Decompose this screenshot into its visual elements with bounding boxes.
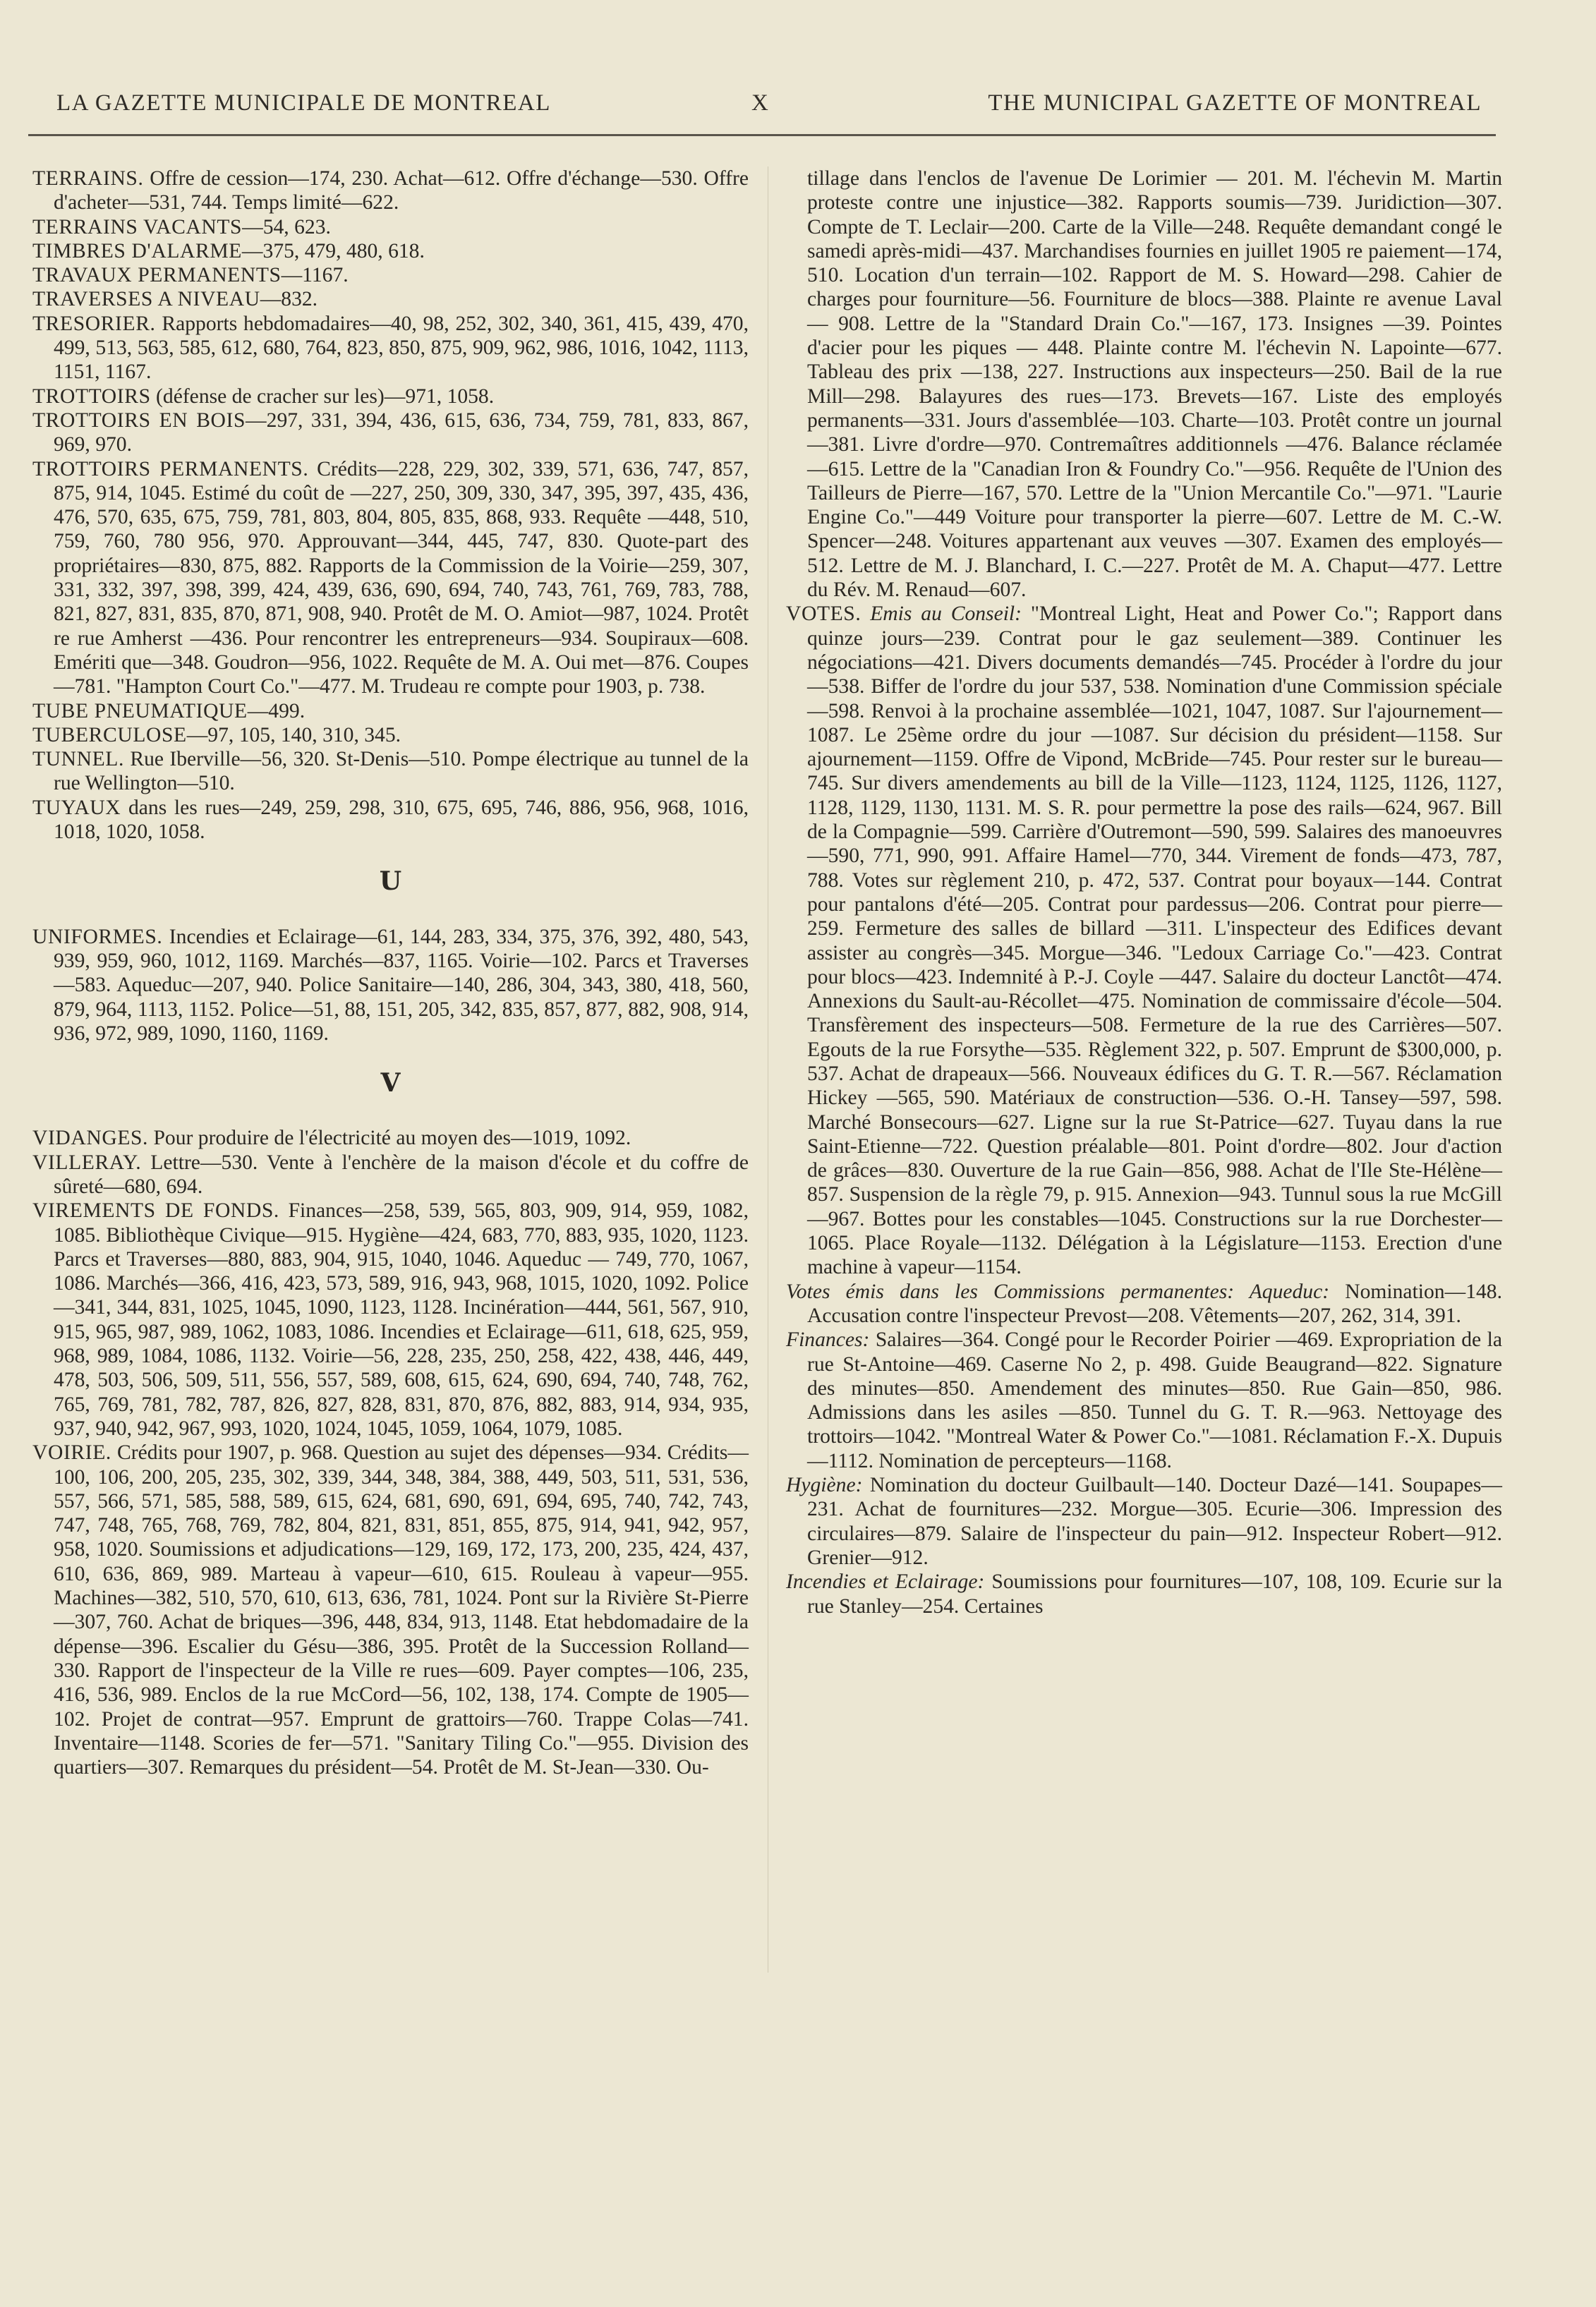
section-letter-v: V <box>380 1068 401 1098</box>
entry-text: Lettre—530. Vente à l'enchère de la maison d'école et du coffre de sûreté—680, 694. <box>54 1151 749 1198</box>
entry-text: "Montreal Light, Heat and Power Co."; Rapport dans quinze jours—239. Contrat pour le gaz seulement—389. Continuer les négociations—421. Divers documents demandés—745. Procéder à l'ordre du jour—538. Biffer de l'ordre du jour 537, 538. Nomination d'une Commission spéciale—598. Renvoi à la prochaine assemblée—1021, 1047, 1087. Sur l'ajournement—1087. Le 25ème ordre du jour —1087. Sur décision du président—1158. Sur ajournement—1159. Offre de Vipond, McBride—745. Pour rester sur le bureau—745. Sur divers amendements au bill de la Ville—1123, 1124, 1125, 1126, 1127, 1128, 1129, 1130, 1131. M. S. R. pour permettre la pose des rails—624, 967. Bill de la Compagnie—599. Carrière d'Outremont—590, 599. Salaires des manoeuvres—590, 771, 990, 991. Affaire Hamel—770, 344. Virement de fonds—473, 787, 788. Votes sur règlement 210, p. 472, 537. Contrat pour boyaux—144. Contrat pour pantalons d'été—205. Contrat pour pardessus—206. Contrat pour pierre—259. Fermeture des salles de billard —311. L'inspecteur des Edifices devant assister au congrès—345. Morgue—346. "Ledoux Carriage Co."—423. Contrat pour blocs—423. Indemnité à P.-J. Coyle —447. Salaire du docteur Lanctôt—474. Annexions du Sault-au-Récollet—475. Nomination de commissaire d'école—504. Transfèrement des inspecteurs—508. Fermeture de la rue des Carrières—507. Egouts de la rue Forsythe—535. Règlement 322, p. 507. Emprunt de $300,000, p. 537. Achat de drapeaux—566. Nouveaux édifices du G. T. R.—567. Réclamation Hickey —565, 590. Matériaux de construction—536. O.-H. Tansey—597, 598. Marché Bonsecours—627. Ligne sur la rue St-Patrice—627. Tuyau dans la rue Saint-Etienne—722. Question préalable—801. Point d'ordre—802. Jour d'action de grâces—830. Ouverture de la rue Gain—856, 988. Achat de l'Ile Ste-Hélène—857. Suspension de la règle 79, p. 915. Annexion—943. Tunnul sous la rue McGill—967. Bottes pour les constables—1045. Constructions sur la rue Dorchester—1065. Place Royale—1132. Délégation à la Législature—1153. Erection d'une machine à vapeur—1154. <box>807 603 1503 1279</box>
entry-key: TERRAINS. <box>32 167 144 190</box>
commission-entry <box>786 1328 1502 1473</box>
entry-text: Nomination du docteur Guilbault—140. Docteur Dazé—141. Soupapes—231. Achat de fournitures—232. Morgue—305. Ecurie—306. Impression des circulaires—879. Salaire de l'inspecteur du pain—912. Inspecteur Robert—912. Grenier—912. <box>807 1474 1502 1569</box>
entry-key: TRAVAUX PERMANENTS <box>32 264 282 287</box>
entry-text: —499. <box>247 699 306 722</box>
index-entry <box>32 1199 749 1441</box>
index-entry <box>32 166 749 215</box>
entry-text: Rue Iberville—56, 320. St-Denis—510. Pompe électrique au tunnel de la rue Wellington—510. <box>54 748 749 795</box>
header-rule <box>28 134 1496 136</box>
votes-entry <box>786 602 1502 1279</box>
header-french-title: LA GAZETTE MUNICIPALE DE MONTREAL <box>56 90 551 116</box>
index-entry <box>32 796 749 844</box>
entry-key: VIREMENTS DE FONDS. <box>32 1199 279 1223</box>
entry-text: —375, 479, 480, 618. <box>241 239 425 262</box>
entry-subheading: Votes émis dans les Commissions permanentes: <box>786 1280 1235 1303</box>
entry-key: TUNNEL. <box>32 748 124 771</box>
index-entry <box>32 312 749 384</box>
entry-text: Offre de cession—174, 230. Achat—612. Offre d'échange—530. Offre d'acheter—531, 744. Temps limité—622. <box>54 167 749 214</box>
entry-key: TIMBRES D'ALARME <box>32 239 242 262</box>
entry-text: Crédits pour 1907, p. 968. Question au sujet des dépenses—934. Crédits—100, 106, 200, 205, 235, 302, 339, 344, 348, 384, 388, 449, 503, 511, 531, 536, 557, 566, 571, 585, 588, 589, 615, 624, 681, 690, 691, 694, 695, 740, 742, 743, 747, 748, 765, 768, 769, 782, 804, 821, 831, 851, 855, 875, 914, 941, 942, 957, 958, 1020. Soumissions et adjudications—129, 169, 172, 173, 200, 235, 424, 437, 610, 636, 869, 989. Marteau à vapeur—610, 615. Rouleau à vapeur—955. Machines—382, 510, 570, 610, 613, 636, 781, 1024. Pont sur la Rivière St-Pierre—307, 760. Achat de briques—396, 448, 834, 913, 1148. Etat hebdomadaire de la dépense—396. Escalier du Gésu—386, 395. Protêt de la Succession Rolland—330. Rapport de l'inspecteur de la Ville re rues—609. Payer comptes—106, 235, 416, 536, 989. Enclos de la rue McCord—56, 102, 138, 174. Compte de 1905—102. Projet de contrat—957. Emprunt de grattoirs—760. Trappe Colas—741. Inventaire—1148. Scories de fer—571. "Sanitary Tiling Co."—955. Division des quartiers—307. Remarques du président—54. Protêt de M. St-Jean—330. Ou- <box>54 1441 749 1779</box>
section-t <box>32 166 749 844</box>
left-column <box>32 166 749 1779</box>
section-letter-u: U <box>379 866 402 897</box>
header-english-title: THE MUNICIPAL GAZETTE OF MONTREAL <box>988 90 1482 116</box>
index-entry <box>32 287 749 311</box>
entry-key: TROTTOIRS PERMANENTS. <box>32 457 309 480</box>
commission-entry <box>786 1570 1502 1618</box>
entry-subheading: Emis au Conseil: <box>861 603 1022 626</box>
entry-text: Soumissions pour fournitures—107, 108, 109. Ecurie sur la rue Stanley—254. Certaines <box>807 1570 1502 1618</box>
entry-key: VOIRIE. <box>32 1441 111 1465</box>
index-entry <box>32 1441 749 1779</box>
entry-key: VILLERAY. <box>32 1151 142 1174</box>
entry-key: VIDANGES. <box>32 1127 149 1150</box>
commission-votes <box>786 1280 1502 1618</box>
commission-entry <box>786 1280 1502 1328</box>
entry-key: TUBE PNEUMATIQUE <box>32 699 248 722</box>
entry-text: —1167. <box>281 264 349 287</box>
index-entry <box>32 747 749 796</box>
entry-text: Incendies et Eclairage—61, 144, 283, 334, 375, 376, 392, 480, 543, 939, 959, 960, 1012, 1169. Marchés—837, 1165. Voirie—102. Parcs et Traverses—583. Aqueduc—207, 940. Police Sanitaire—140, 286, 304, 343, 380, 418, 560, 879, 964, 1113, 1152. Police—51, 88, 151, 205, 342, 835, 857, 877, 882, 908, 914, 936, 972, 989, 1090, 1160, 1169. <box>54 925 749 1045</box>
entry-text: Salaires—364. Congé pour le Recorder Poirier —469. Expropriation de la rue St-Antoine—469. Caserne No 2, p. 498. Guide Beaugrand—822. Signature des minutes—850. Amendement des minutes—850. Rue Gain—850, 986. Admissions dans les asiles —850. Tunnel du G. T. R.—963. Nettoyage des trottoirs—1042. "Montreal Water & Power Co."—1081. Réclamation F.-X. Dupuis—1112. Nomination de percepteurs—1168. <box>807 1328 1502 1472</box>
entry-key: UNIFORMES. <box>32 925 163 948</box>
entry-key: TERRAINS VACANTS <box>32 215 243 238</box>
section-u <box>32 925 749 1046</box>
entry-key: TROTTOIRS <box>32 384 151 408</box>
entry-text: dans les rues—249, 259, 298, 310, 675, 695, 746, 886, 956, 968, 1016, 1018, 1020, 1058. <box>54 796 749 844</box>
entry-text: (défense de cracher sur les)—971, 1058. <box>150 384 495 408</box>
index-entry <box>32 457 749 699</box>
entry-key: TRAVERSES A NIVEAU <box>32 288 260 311</box>
page-header <box>56 90 1482 126</box>
entry-key: TUBERCULOSE <box>32 723 187 746</box>
index-entry <box>32 263 749 287</box>
entry-key: TRESORIER. <box>32 312 156 335</box>
entry-text: Rapports hebdomadaires—40, 98, 252, 302, 340, 361, 415, 439, 470, 499, 513, 563, 585, 612, 680, 764, 823, 850, 875, 909, 962, 986, 1016, 1042, 1113, 1151, 1167. <box>54 312 749 384</box>
entry-subheading: Incendies et Eclairage: <box>786 1570 985 1594</box>
entry-key: TUYAUX <box>32 796 121 819</box>
entry-subheading: Hygiène: <box>786 1474 863 1497</box>
entry-key: TROTTOIRS EN BOIS <box>32 408 246 432</box>
index-entry <box>32 1126 749 1150</box>
right-column <box>786 166 1502 1618</box>
index-entry <box>32 215 749 239</box>
entry-text: —832. <box>260 288 318 311</box>
entry-text: —97, 105, 140, 310, 345. <box>186 723 401 746</box>
entry-text: —297, 331, 394, 436, 615, 636, 734, 759, 781, 833, 867, 969, 970. <box>54 408 749 456</box>
entry-text: Crédits—228, 229, 302, 339, 571, 636, 747, 857, 875, 914, 1045. Estimé du coût de —227, 250, 309, 330, 347, 395, 397, 435, 436, 476, 570, 635, 675, 759, 781, 803, 804, 805, 835, 868, 933. Requête —448, 510, 759, 760, 780 956, 970. Approuvant—344, 445, 747, 830. Quote-part des propriétaires—830, 875, 882. Rapports de la Commission de la Voirie—259, 307, 331, 332, 397, 398, 399, 424, 439, 636, 690, 694, 740, 743, 761, 769, 783, 788, 821, 827, 831, 835, 870, 871, 908, 940. Protêt de M. O. Amiot—987, 1024. Protêt re rue Amherst —436. Pour rencontrer les entrepreneurs—934. Soupiraux—608. Emériti que—348. Goudron—956, 1022. Requête de M. A. Oui met—876. Coupes—781. "Hampton Court Co."—477. M. Trudeau re compte pour 1903, p. 738. <box>54 457 749 698</box>
page-number: X <box>751 90 770 116</box>
entry-text: —54, 623. <box>242 215 331 238</box>
index-entry <box>32 384 749 408</box>
index-entry <box>32 408 749 457</box>
entry-text: Nomination—148. Accusation contre l'inspecteur Prevost—208. Vêtements—207, 262, 314, 391. <box>807 1280 1502 1327</box>
entry-text: Pour produire de l'électricité au moyen des—1019, 1092. <box>148 1127 631 1150</box>
index-entry <box>32 925 749 1046</box>
entry-subheading: Aqueduc: <box>1234 1280 1330 1303</box>
commission-entry <box>786 1473 1502 1570</box>
section-v <box>32 1126 749 1779</box>
index-entry <box>32 699 749 723</box>
voirie-continuation: tillage dans l'enclos de l'avenue De Lorimier — 201. M. l'échevin M. Martin proteste contre une injustice—382. Rapports soumis—739. Juridiction—307. Compte de T. Leclair—200. Carte de la Ville—248. Requête demandant congé le samedi après-midi—437. Marchandises fournies en juillet 1905 re paiement—174, 510. Location d'un terrain—102. Rapport de M. S. Howard—298. Cahier de charges pour fourniture—56. Fourniture de blocs—388. Plainte re avenue Laval — 908. Lettre de la "Standard Drain Co."—167, 173. Insignes —39. Pointes d'acier pour les piques — 448. Plainte contre M. l'échevin N. Lapointe—677. Tableau des prix —138, 227. Instructions aux inspecteurs—250. Bail de la rue Mill—298. Balayures des rues—173. Brevets—167. Liste des employés permanents—331. Jours d'assemblée—103. Charte—103. Protêt contre un journal —381. Livre d'ordre—970. Contremaîtres additionnels —476. Balance réclamée—615. Lettre de la "Canadian Iron & Foundry Co."—956. Requête de l'Union des Tailleurs de Pierre—167, 570. Lettre de la "Union Mercantile Co."—971. "Laurie Engine Co."—449 Voiture pour transporter la pierre—607. Lettre de M. C.-W. Spencer—248. Voitures appartenant aux veuves —307. Examen des employés—512. Lettre de M. J. Blanchard, I. C.—227. Protêt de M. A. Chaput—477. Lettre du Rév. M. Renaud—607. <box>807 167 1502 602</box>
entry-subheading: Finances: <box>786 1328 870 1352</box>
entry-key: VOTES. <box>786 603 862 626</box>
entry-text: Finances—258, 539, 565, 803, 909, 914, 959, 1082, 1085. Bibliothèque Civique—915. Hygiène—424, 683, 770, 883, 935, 1020, 1123. Parcs et Traverses—880, 883, 904, 915, 1040, 1046. Aqueduc — 749, 770, 1067, 1086. Marchés—366, 416, 423, 573, 589, 916, 943, 968, 1015, 1020, 1092. Police—341, 344, 831, 1025, 1045, 1090, 1123, 1128. Incinération—444, 561, 567, 910, 915, 965, 987, 989, 1062, 1083, 1086. Incendies et Eclairage—611, 618, 625, 959, 968, 989, 1084, 1086, 1132. Voirie—56, 228, 235, 250, 258, 422, 438, 446, 449, 478, 503, 506, 509, 511, 556, 557, 589, 608, 615, 624, 690, 694, 740, 748, 762, 765, 769, 781, 782, 787, 826, 827, 828, 831, 870, 876, 882, 883, 914, 934, 935, 937, 940, 942, 967, 993, 1020, 1024, 1045, 1059, 1064, 1079, 1085. <box>54 1199 749 1440</box>
index-entry <box>32 723 749 747</box>
index-entry <box>32 1151 749 1199</box>
index-entry <box>32 239 749 263</box>
